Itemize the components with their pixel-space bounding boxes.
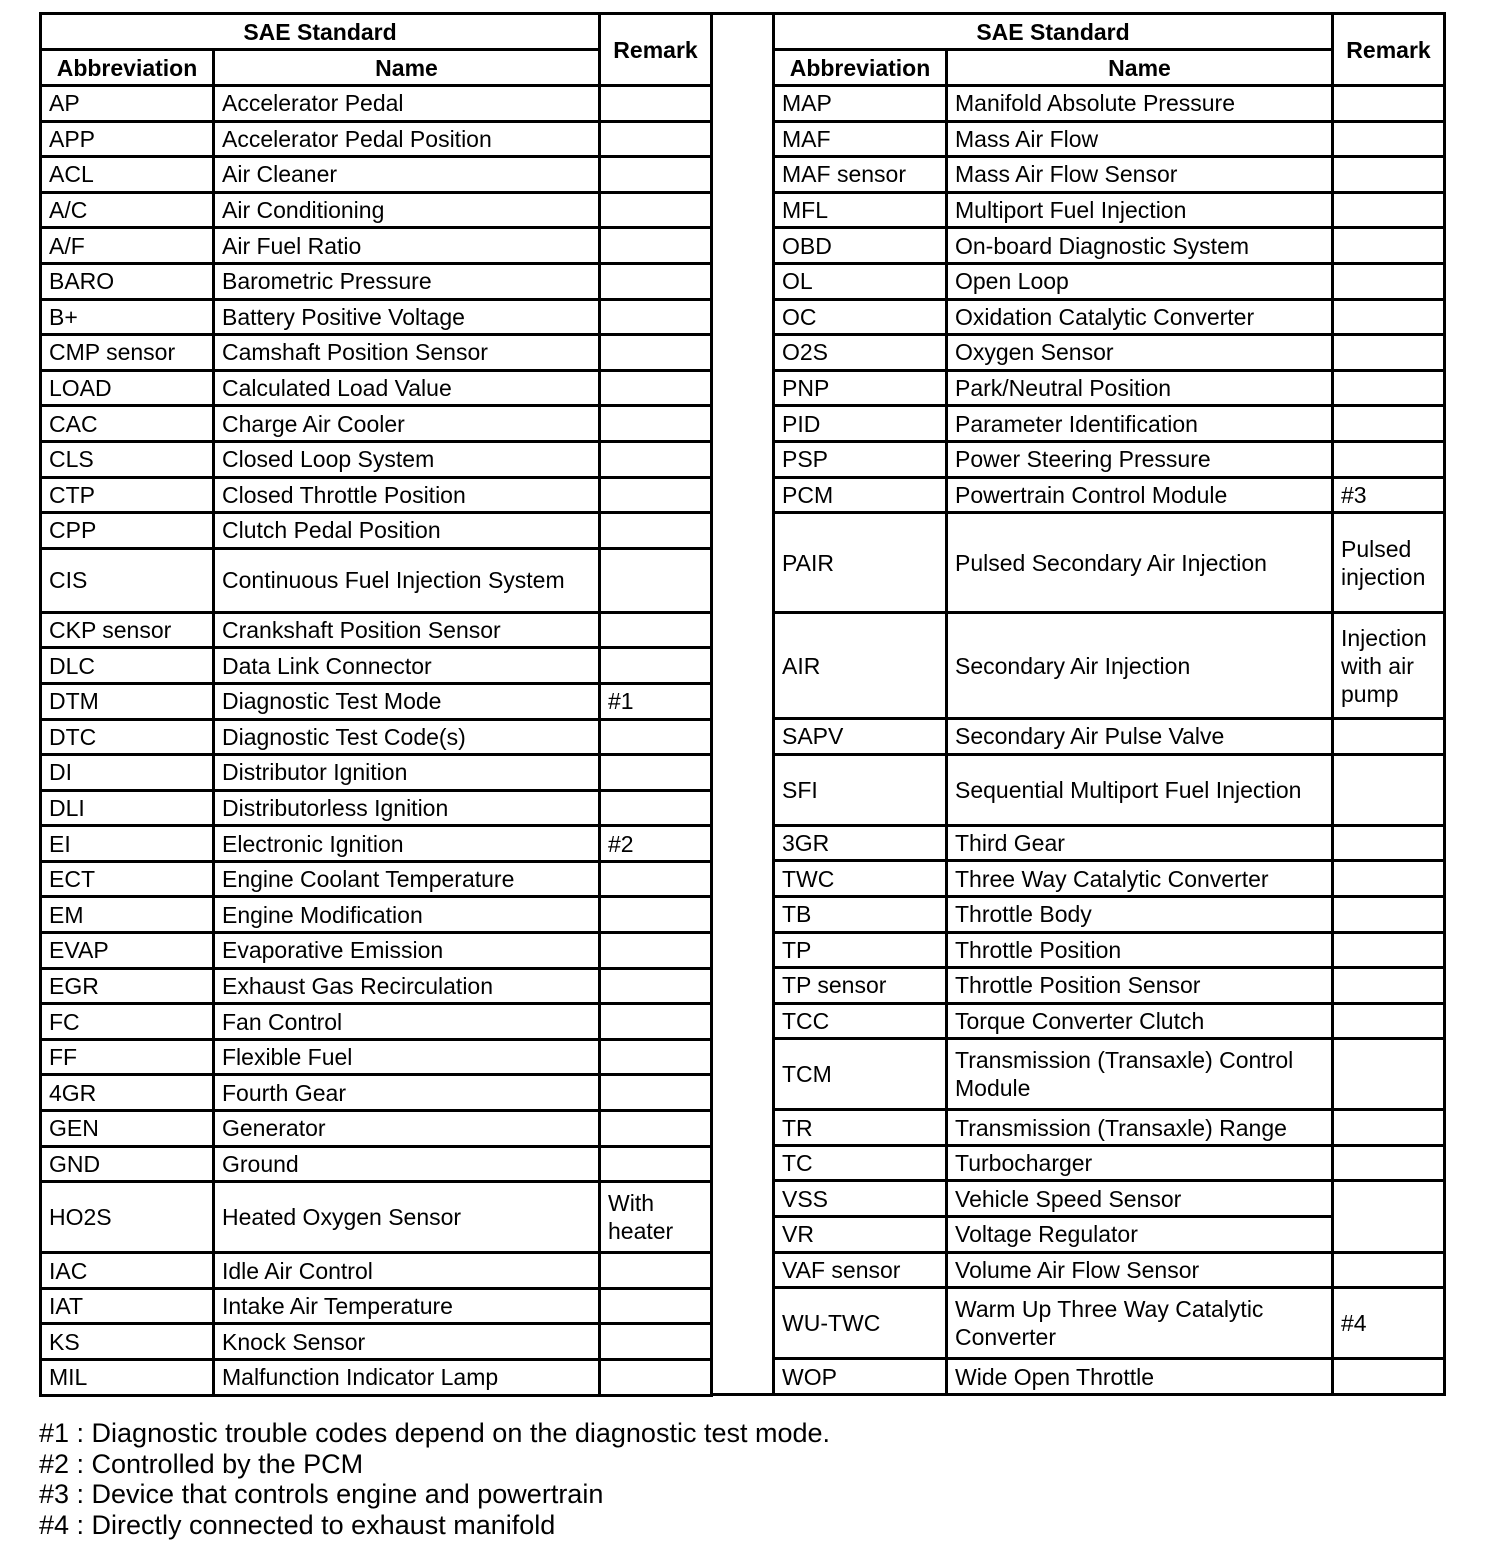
remark-cell: [600, 1039, 712, 1075]
remark-cell: [600, 1146, 712, 1182]
remark-cell: [600, 477, 712, 513]
table-row: [774, 1003, 1445, 1039]
table-row: [774, 1288, 1445, 1359]
remark-cell: [1333, 263, 1445, 299]
abbreviation-cell: CMP sensor: [41, 335, 214, 371]
abbreviation-cell: EGR: [41, 968, 214, 1004]
name-cell: Parameter Identification: [947, 406, 1333, 442]
abbreviation-cell: MAF sensor: [774, 157, 947, 193]
abbreviation-cell: SAPV: [774, 719, 947, 755]
remark-cell: [1333, 1039, 1445, 1110]
abbreviation-cell: EM: [41, 897, 214, 933]
table-row: [774, 513, 1445, 613]
table-row: [774, 968, 1445, 1004]
remark-cell: [1333, 335, 1445, 371]
table-row: [774, 613, 1445, 719]
name-cell: Barometric Pressure: [214, 263, 600, 299]
name-cell: Torque Converter Clutch: [947, 1003, 1333, 1039]
name-cell: On-board Diagnostic System: [947, 228, 1333, 264]
remark-cell: [1333, 86, 1445, 122]
table-row: [41, 1324, 712, 1360]
remark-cell: #4: [1333, 1288, 1445, 1359]
abbreviation-cell: VAF sensor: [774, 1252, 947, 1288]
abbreviation-cell: 4GR: [41, 1075, 214, 1111]
table-row: [41, 477, 712, 513]
name-cell: Electronic Ignition: [214, 826, 600, 862]
remark-cell: [1333, 896, 1445, 932]
table-row: [774, 299, 1445, 335]
remark-cell: [600, 1288, 712, 1324]
remark-cell: [1333, 1145, 1445, 1181]
name-cell: Diagnostic Test Code(s): [214, 719, 600, 755]
abbreviation-cell: PSP: [774, 441, 947, 477]
name-cell: Transmission (Transaxle) Control Module: [947, 1039, 1333, 1110]
table-row: [774, 825, 1445, 861]
table-row: [41, 683, 712, 719]
table-row: [41, 1288, 712, 1324]
remark-cell: #3: [1333, 477, 1445, 513]
table-row: [41, 755, 712, 791]
abbreviation-cell: MAP: [774, 86, 947, 122]
table-row: [774, 719, 1445, 755]
abbreviation-cell: FF: [41, 1039, 214, 1075]
remark-cell: [1333, 157, 1445, 193]
abbreviation-cell: VR: [774, 1217, 947, 1253]
table-row: [41, 1182, 712, 1253]
remark-cell: [600, 755, 712, 791]
name-cell: Heated Oxygen Sensor: [214, 1182, 600, 1253]
remark-cell: [1333, 441, 1445, 477]
table-row: [774, 263, 1445, 299]
remark-cell: [1333, 228, 1445, 264]
name-cell: Pulsed Secondary Air Injection: [947, 513, 1333, 613]
table-row: [774, 121, 1445, 157]
name-cell: Secondary Air Injection: [947, 613, 1333, 719]
abbreviation-cell: MIL: [41, 1360, 214, 1396]
table-row: [774, 1181, 1445, 1217]
name-cell: Clutch Pedal Position: [214, 513, 600, 549]
table-row: [41, 968, 712, 1004]
remark-cell: [600, 86, 712, 122]
table-row: [41, 513, 712, 549]
name-cell: Distributorless Ignition: [214, 790, 600, 826]
name-cell: Throttle Body: [947, 896, 1333, 932]
table-row: [774, 370, 1445, 406]
abbreviation-cell: PID: [774, 406, 947, 442]
name-cell: Manifold Absolute Pressure: [947, 86, 1333, 122]
right-table: [772, 12, 1446, 1396]
remark-cell: [1333, 192, 1445, 228]
table-row: [41, 263, 712, 299]
remark-cell: [1333, 1181, 1445, 1252]
table-row: [41, 157, 712, 193]
document-page: [39, 12, 1443, 1540]
abbreviation-cell: A/F: [41, 228, 214, 264]
table-row: [41, 897, 712, 933]
remark-cell: [600, 1360, 712, 1396]
name-cell: Data Link Connector: [214, 648, 600, 684]
name-cell: Exhaust Gas Recirculation: [214, 968, 600, 1004]
remark-cell: [1333, 370, 1445, 406]
name-cell: Three Way Catalytic Converter: [947, 861, 1333, 897]
remark-cell: [600, 548, 712, 612]
name-cell: Fourth Gear: [214, 1075, 600, 1111]
abbreviation-cell: AIR: [774, 613, 947, 719]
table-row: [774, 861, 1445, 897]
table-row: [41, 612, 712, 648]
name-cell: Transmission (Transaxle) Range: [947, 1110, 1333, 1146]
remark-cell: [600, 263, 712, 299]
table-row: [41, 406, 712, 442]
name-cell: Flexible Fuel: [214, 1039, 600, 1075]
abbreviation-cell: KS: [41, 1324, 214, 1360]
abbreviation-cell: SFI: [774, 754, 947, 825]
abbreviation-cell: VSS: [774, 1181, 947, 1217]
remark-header: Remark: [1333, 14, 1445, 86]
remark-cell: [600, 192, 712, 228]
name-cell: Sequential Multiport Fuel Injection: [947, 754, 1333, 825]
sae-standard-header: SAE Standard: [41, 14, 600, 50]
abbreviation-cell: MFL: [774, 192, 947, 228]
remark-cell: [600, 335, 712, 371]
abbreviation-cell: DTM: [41, 683, 214, 719]
abbreviation-cell: B+: [41, 299, 214, 335]
name-cell: Diagnostic Test Mode: [214, 683, 600, 719]
table-row: [774, 228, 1445, 264]
remark-cell: [1333, 719, 1445, 755]
name-cell: Knock Sensor: [214, 1324, 600, 1360]
abbreviation-cell: PNP: [774, 370, 947, 406]
footnote: #1 : Diagnostic trouble codes depend on the diagnostic test mode.: [39, 1418, 831, 1448]
name-header: Name: [947, 50, 1333, 86]
table-row: [774, 1145, 1445, 1181]
name-cell: Air Cleaner: [214, 157, 600, 193]
abbreviation-cell: OC: [774, 299, 947, 335]
table-row: [774, 1039, 1445, 1110]
table-row: [41, 1004, 712, 1040]
table-row: [41, 192, 712, 228]
abbreviation-cell: DLI: [41, 790, 214, 826]
abbreviation-cell: GND: [41, 1146, 214, 1182]
name-cell: Accelerator Pedal: [214, 86, 600, 122]
footnote: #4 : Directly connected to exhaust manifold: [39, 1509, 556, 1540]
abbreviation-tables: [39, 12, 1443, 1396]
abbreviation-cell: WOP: [774, 1359, 947, 1395]
name-cell: Throttle Position: [947, 932, 1333, 968]
remark-cell: [600, 1004, 712, 1040]
abbreviation-cell: CIS: [41, 548, 214, 612]
table-row: [774, 1252, 1445, 1288]
abbreviation-cell: MAF: [774, 121, 947, 157]
abbreviation-cell: CLS: [41, 441, 214, 477]
table-row: [41, 1075, 712, 1111]
abbreviation-cell: GEN: [41, 1111, 214, 1147]
abbreviation-cell: TP: [774, 932, 947, 968]
remark-cell: [600, 648, 712, 684]
table-row: [41, 121, 712, 157]
remark-header: Remark: [600, 14, 712, 86]
name-cell: Charge Air Cooler: [214, 406, 600, 442]
name-cell: Battery Positive Voltage: [214, 299, 600, 335]
table-row: [774, 441, 1445, 477]
abbreviation-cell: TWC: [774, 861, 947, 897]
name-cell: Generator: [214, 1111, 600, 1147]
abbreviation-cell: CAC: [41, 406, 214, 442]
remark-cell: #1: [600, 683, 712, 719]
remark-cell: [1333, 406, 1445, 442]
abbreviation-cell: TCM: [774, 1039, 947, 1110]
name-cell: Closed Loop System: [214, 441, 600, 477]
name-cell: Powertrain Control Module: [947, 477, 1333, 513]
table-row: [774, 157, 1445, 193]
abbreviation-cell: DI: [41, 755, 214, 791]
remark-cell: [600, 121, 712, 157]
abbreviation-cell: CPP: [41, 513, 214, 549]
name-cell: Mass Air Flow Sensor: [947, 157, 1333, 193]
remark-cell: [1333, 825, 1445, 861]
abbreviation-cell: OL: [774, 263, 947, 299]
name-cell: Calculated Load Value: [214, 370, 600, 406]
remark-cell: [600, 933, 712, 969]
table-row: [774, 335, 1445, 371]
remark-cell: [1333, 1359, 1445, 1395]
remark-cell: [600, 1324, 712, 1360]
left-table-body: [41, 86, 712, 1396]
table-row: [41, 299, 712, 335]
abbreviation-cell: OBD: [774, 228, 947, 264]
remark-cell: [1333, 932, 1445, 968]
remark-cell: [1333, 968, 1445, 1004]
name-cell: Oxygen Sensor: [947, 335, 1333, 371]
remark-cell: Pulsed injection: [1333, 513, 1445, 613]
table-row: [774, 192, 1445, 228]
table-row: [41, 719, 712, 755]
remark-cell: Injection with air pump: [1333, 613, 1445, 719]
remark-cell: [600, 299, 712, 335]
abbreviation-cell: TR: [774, 1110, 947, 1146]
table-row: [41, 1039, 712, 1075]
abbreviation-cell: ACL: [41, 157, 214, 193]
abbreviation-cell: TCC: [774, 1003, 947, 1039]
table-row: [41, 548, 712, 612]
table-row: [774, 896, 1445, 932]
remark-cell: [600, 1075, 712, 1111]
remark-cell: [600, 1253, 712, 1289]
remark-cell: [600, 790, 712, 826]
table-row: [41, 86, 712, 122]
remark-cell: [600, 513, 712, 549]
abbreviation-cell: PCM: [774, 477, 947, 513]
name-cell: Wide Open Throttle: [947, 1359, 1333, 1395]
table-row: [41, 933, 712, 969]
table-row: [41, 1146, 712, 1182]
remark-cell: #2: [600, 826, 712, 862]
remark-cell: [1333, 121, 1445, 157]
name-cell: Crankshaft Position Sensor: [214, 612, 600, 648]
abbreviation-cell: FC: [41, 1004, 214, 1040]
remark-cell: [1333, 1110, 1445, 1146]
remark-cell: [600, 861, 712, 897]
remark-cell: [600, 406, 712, 442]
abbreviation-cell: APP: [41, 121, 214, 157]
abbreviation-header: Abbreviation: [41, 50, 214, 86]
abbreviation-cell: TP sensor: [774, 968, 947, 1004]
remark-cell: [600, 968, 712, 1004]
remark-cell: [1333, 299, 1445, 335]
table-row: [774, 406, 1445, 442]
name-cell: Warm Up Three Way Catalytic Converter: [947, 1288, 1333, 1359]
footnote: #2 : Controlled by the PCM: [39, 1448, 364, 1479]
table-row: [774, 932, 1445, 968]
name-cell: Malfunction Indicator Lamp: [214, 1360, 600, 1396]
abbreviation-cell: A/C: [41, 192, 214, 228]
sae-standard-header: SAE Standard: [774, 14, 1333, 50]
name-cell: Camshaft Position Sensor: [214, 335, 600, 371]
abbreviation-cell: CTP: [41, 477, 214, 513]
abbreviation-cell: EVAP: [41, 933, 214, 969]
abbreviation-header: Abbreviation: [774, 50, 947, 86]
name-header: Name: [214, 50, 600, 86]
name-cell: Multiport Fuel Injection: [947, 192, 1333, 228]
abbreviation-cell: TC: [774, 1145, 947, 1181]
abbreviation-cell: TB: [774, 896, 947, 932]
table-row: [774, 477, 1445, 513]
abbreviation-cell: BARO: [41, 263, 214, 299]
name-cell: Continuous Fuel Injection System: [214, 548, 600, 612]
name-cell: Park/Neutral Position: [947, 370, 1333, 406]
right-table-body: [774, 86, 1445, 1395]
left-table: [39, 12, 713, 1397]
abbreviation-cell: 3GR: [774, 825, 947, 861]
name-cell: Oxidation Catalytic Converter: [947, 299, 1333, 335]
name-cell: Engine Modification: [214, 897, 600, 933]
remark-cell: [600, 897, 712, 933]
table-row: [41, 370, 712, 406]
name-cell: Turbocharger: [947, 1145, 1333, 1181]
abbreviation-cell: EI: [41, 826, 214, 862]
remark-cell: [600, 370, 712, 406]
table-row: [774, 86, 1445, 122]
name-cell: Ground: [214, 1146, 600, 1182]
table-row: [41, 790, 712, 826]
name-cell: Voltage Regulator: [947, 1217, 1333, 1253]
name-cell: Vehicle Speed Sensor: [947, 1181, 1333, 1217]
remark-cell: With heater: [600, 1182, 712, 1253]
footnotes: [39, 1418, 830, 1540]
name-cell: Secondary Air Pulse Valve: [947, 719, 1333, 755]
table-row: [41, 228, 712, 264]
name-cell: Air Fuel Ratio: [214, 228, 600, 264]
table-row: [41, 861, 712, 897]
name-cell: Intake Air Temperature: [214, 1288, 600, 1324]
table-row: [41, 648, 712, 684]
abbreviation-cell: IAC: [41, 1253, 214, 1289]
name-cell: Evaporative Emission: [214, 933, 600, 969]
table-row: [774, 1110, 1445, 1146]
name-cell: Accelerator Pedal Position: [214, 121, 600, 157]
name-cell: Volume Air Flow Sensor: [947, 1252, 1333, 1288]
abbreviation-cell: WU-TWC: [774, 1288, 947, 1359]
remark-cell: [600, 228, 712, 264]
name-cell: Engine Coolant Temperature: [214, 861, 600, 897]
table-row: [41, 1111, 712, 1147]
abbreviation-cell: AP: [41, 86, 214, 122]
remark-cell: [600, 719, 712, 755]
abbreviation-cell: DTC: [41, 719, 214, 755]
remark-cell: [1333, 1003, 1445, 1039]
remark-cell: [1333, 1252, 1445, 1288]
remark-cell: [1333, 861, 1445, 897]
abbreviation-cell: CKP sensor: [41, 612, 214, 648]
remark-cell: [600, 612, 712, 648]
table-row: [41, 826, 712, 862]
name-cell: Closed Throttle Position: [214, 477, 600, 513]
name-cell: Fan Control: [214, 1004, 600, 1040]
name-cell: Air Conditioning: [214, 192, 600, 228]
abbreviation-cell: LOAD: [41, 370, 214, 406]
column-separator: [710, 12, 772, 1396]
name-cell: Third Gear: [947, 825, 1333, 861]
table-row: [41, 1360, 712, 1396]
table-row: [41, 1253, 712, 1289]
remark-cell: [600, 441, 712, 477]
footnote: #3 : Device that controls engine and powertrain: [39, 1479, 604, 1509]
abbreviation-cell: O2S: [774, 335, 947, 371]
abbreviation-cell: ECT: [41, 861, 214, 897]
abbreviation-cell: IAT: [41, 1288, 214, 1324]
name-cell: Idle Air Control: [214, 1253, 600, 1289]
abbreviation-cell: DLC: [41, 648, 214, 684]
table-row: [774, 1359, 1445, 1395]
abbreviation-cell: HO2S: [41, 1182, 214, 1253]
name-cell: Throttle Position Sensor: [947, 968, 1333, 1004]
abbreviation-cell: PAIR: [774, 513, 947, 613]
table-row: [41, 335, 712, 371]
table-row: [774, 754, 1445, 825]
name-cell: Mass Air Flow: [947, 121, 1333, 157]
name-cell: Power Steering Pressure: [947, 441, 1333, 477]
remark-cell: [600, 1111, 712, 1147]
remark-cell: [1333, 754, 1445, 825]
name-cell: Distributor Ignition: [214, 755, 600, 791]
table-row: [41, 441, 712, 477]
remark-cell: [600, 157, 712, 193]
name-cell: Open Loop: [947, 263, 1333, 299]
